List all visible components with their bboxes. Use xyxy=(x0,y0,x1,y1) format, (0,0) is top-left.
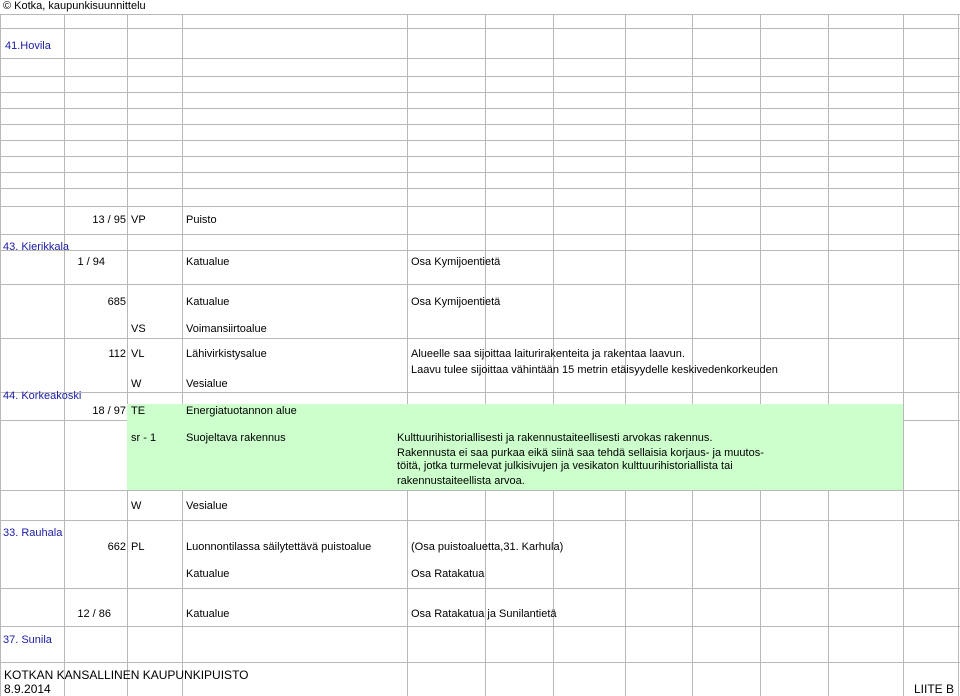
row-description: Luonnontilassa säilytettävä puistoalue xyxy=(186,541,372,553)
row-note: rakennustaiteellista arvoa. xyxy=(397,475,525,487)
row-description: Lähivirkistysalue xyxy=(186,348,267,360)
footer-date: 8.9.2014 xyxy=(4,682,51,696)
row-note: töitä, jotka turmelevat julkisivujen ja vesikaton kulttuurihistoriallista tai xyxy=(397,460,733,472)
area-label-korkeakoski: 44. Korkeakoski xyxy=(3,390,82,402)
row-code: VS xyxy=(131,323,146,335)
row-code: VP xyxy=(131,214,146,226)
row-description: Puisto xyxy=(186,214,217,226)
row-number: 662 xyxy=(107,541,126,553)
area-label-rauhala: 33. Rauhala xyxy=(3,527,63,539)
area-label-hovila: 41.Hovila xyxy=(5,40,51,52)
row-code: W xyxy=(131,378,142,390)
row-note: (Osa puistoaluetta,31. Karhula) xyxy=(411,541,564,553)
row-description: Voimansiirtoalue xyxy=(186,323,267,335)
row-description: Energiatuotannon alue xyxy=(186,405,297,417)
row-description: Katualue xyxy=(186,296,230,308)
row-number: 112 xyxy=(108,348,126,360)
row-number: 13 / 95 xyxy=(92,214,126,226)
row-code: PL xyxy=(131,541,145,553)
row-note: Osa Kymijoentietä xyxy=(411,296,501,308)
row-note: Osa Kymijoentietä xyxy=(411,256,501,268)
row-number: 1 / 94 xyxy=(77,256,105,268)
row-description: Katualue xyxy=(186,568,230,580)
row-note: Kulttuurihistoriallisesti ja rakennustaiteellisesti arvokas rakennus. xyxy=(397,432,713,444)
row-number: 18 / 97 xyxy=(92,405,126,417)
row-number: 685 xyxy=(107,296,126,308)
row-description: Suojeltava rakennus xyxy=(186,432,286,444)
row-note: Rakennusta ei saa purkaa eikä siinä saa tehdä sellaisia korjaus- ja muutos- xyxy=(397,447,764,459)
row-description: Katualue xyxy=(186,256,230,268)
row-code: VL xyxy=(131,348,145,360)
row-note: Osa Ratakatua ja Sunilantietä xyxy=(411,608,557,620)
row-note: Alueelle saa sijoittaa laiturirakenteita ja rakentaa laavun. xyxy=(411,348,685,360)
row-description: Katualue xyxy=(186,608,230,620)
copyright: © Kotka, kaupunkisuunnittelu xyxy=(3,0,146,12)
row-description: Vesialue xyxy=(186,500,228,512)
row-code: TE xyxy=(131,405,146,417)
area-label-sunila: 37. Sunila xyxy=(3,634,52,646)
row-code: W xyxy=(131,500,142,512)
area-label-kierikkala: 43. Kierikkala xyxy=(3,241,70,253)
footer-org: KOTKAN KANSALLINEN KAUPUNKIPUISTO xyxy=(4,668,249,682)
row-note: Osa Ratakatua xyxy=(411,568,485,580)
footer-appendix: LIITE B xyxy=(913,682,954,696)
row-description: Vesialue xyxy=(186,378,228,390)
row-number: 12 / 86 xyxy=(77,608,111,620)
row-note: Laavu tulee sijoittaa vähintään 15 metrin etäisyydelle keskivedenkorkeuden xyxy=(411,364,778,376)
row-code: sr - 1 xyxy=(131,432,157,444)
